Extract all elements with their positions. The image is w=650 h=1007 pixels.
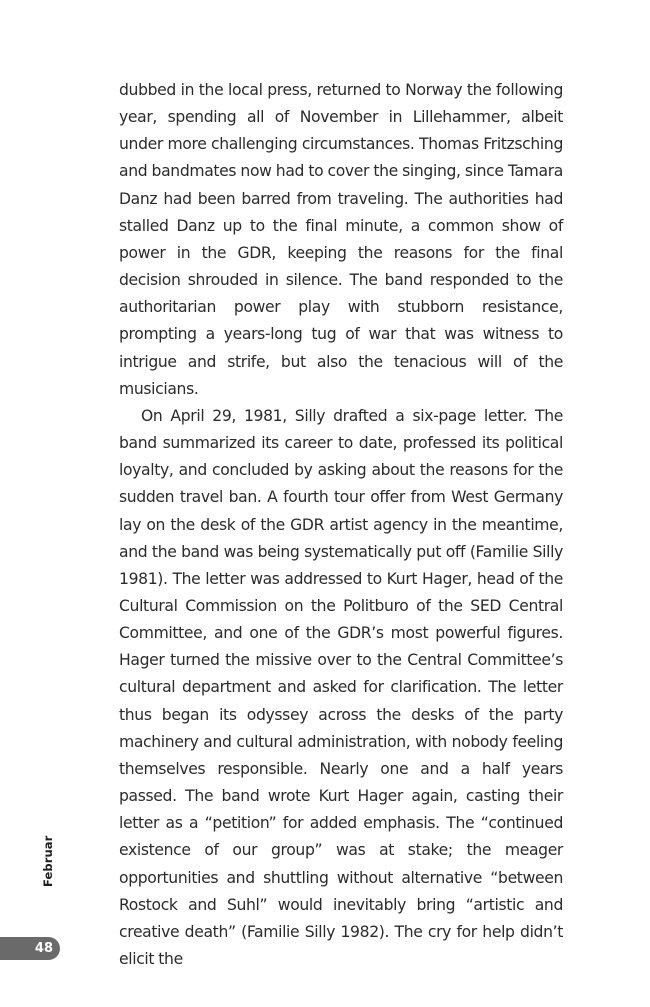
page-number: 48 — [34, 941, 53, 956]
running-head: Februar — [41, 835, 55, 887]
body-text — [119, 77, 563, 973]
page-number-tab — [0, 937, 60, 960]
paragraph-continuation: dubbed in the local press, returned to Norway the following year, spending all of November in Lillehammer, albeit under more challenging circumstances. Thomas Fritzsching and bandmates now had to cover the singing, since Tamara Danz had been barred from traveling. The authorities had stalled Danz up to the final minute, a common show of power in the GDR, keeping the reasons for the final decision shrouded in silence. The band responded to the authoritarian power play with stubborn resistance, prompting a years-long tug of war that was witness to intrigue and strife, but also the tenacious will of the musicians. — [119, 81, 563, 398]
paragraph-letter: On April 29, 1981, Silly drafted a six-page letter. The band summarized its career to date, professed its political loyalty, and concluded by asking about the reasons for the sudden travel ban. A fourth tour offer from West Germany lay on the desk of the GDR artist agency in the meantime, and the band was being systematically put off (Familie Silly 1981). The letter was addressed to Kurt Hager, head of the Cultural Commission on the Politburo of the SED Central Committee, and one of the GDR’s most powerful figures. Hager turned the missive over to the Central Committee’s cultural department and asked for clarification. The letter thus began its odyssey across the desks of the party machinery and cultural administration, with nobody feeling themselves responsible. Nearly one and a half years passed. The band wrote Kurt Hager again, casting their letter as a “petition” for added emphasis. The “continued existence of our group” was at stake; the meager opportunities and shuttling without alternative “between Rostock and Suhl” would inevitably bring “artistic and creative death” (Familie Silly 1982). The cry for help didn’t elicit the — [119, 406, 563, 968]
